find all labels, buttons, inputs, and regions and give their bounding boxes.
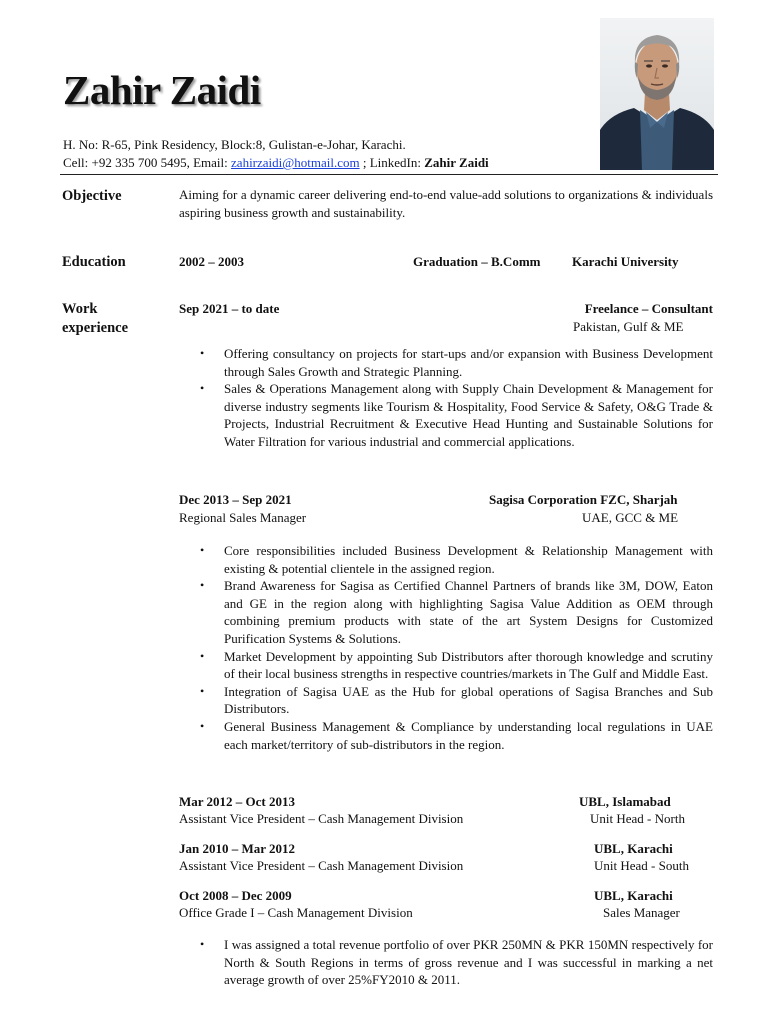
- job-dates: Mar 2012 – Oct 2013: [179, 794, 296, 809]
- section-education-label: Education: [62, 254, 126, 270]
- job-location: UAE, GCC & ME: [582, 510, 679, 525]
- education-institution: Karachi University: [572, 254, 679, 269]
- job-location: Pakistan, Gulf & ME: [573, 319, 684, 334]
- job-company: Freelance – Consultant: [584, 301, 713, 316]
- portrait-graphic: [600, 18, 714, 170]
- bullet-icon: •: [200, 648, 205, 663]
- list-item: [200, 718, 713, 753]
- bullet-icon: •: [200, 381, 205, 396]
- bullet-icon: •: [200, 937, 205, 951]
- bullet-text: Core responsibilities included Business Development & Relationship Management with existing & potential clientele in the assigned region.: [224, 543, 713, 576]
- bullet-text: Brand Awareness for Sagisa as Certified Channel Partners of brands like 3M, DOW, Eaton and GE in the region along with highlighting Sagisa Value Addition as OEM through combining premium products with state of the art System Designs for Customized Purification Systems & Solutions.: [224, 578, 713, 646]
- list-item: [200, 345, 713, 380]
- bullet-icon: •: [200, 543, 205, 557]
- contact-prefix: Cell: +92 335 700 5495, Email:: [63, 155, 232, 170]
- job-role: Unit Head - South: [594, 858, 689, 873]
- header-divider: [60, 174, 718, 175]
- job-dates: Sep 2021 – to date: [179, 301, 280, 316]
- job-title: Office Grade I – Cash Management Division: [179, 905, 413, 920]
- linkedin-prefix: ; LinkedIn:: [359, 155, 425, 170]
- job-title: Regional Sales Manager: [179, 510, 307, 525]
- bullet-icon: •: [200, 683, 205, 698]
- bullet-icon: •: [200, 718, 205, 733]
- education-years: 2002 – 2003: [179, 254, 244, 269]
- job-dates: Oct 2008 – Dec 2009: [179, 888, 292, 903]
- list-item: [200, 380, 713, 450]
- education-degree: Graduation – B.Comm: [413, 254, 541, 269]
- contact-line: [63, 155, 489, 171]
- job-role: Unit Head - North: [590, 811, 685, 826]
- section-work-label-line1: Work: [62, 301, 98, 317]
- job-title: Assistant Vice President – Cash Management Division: [179, 811, 464, 826]
- section-work-label: [62, 300, 128, 338]
- candidate-name: Zahir Zaidi: [63, 67, 261, 113]
- bullet-icon: •: [200, 346, 205, 360]
- bullet-text: Sales & Operations Management along with Supply Chain Development & Management for diverse industry segments like Tourism & Hospitality, Food Service & Safety, O&G Trade & Projects, Industrial Recruitment & Executive Head Hunting and Sustainable Solutions for Water Filtration for various industrial and commercial applications.: [224, 381, 713, 449]
- profile-photo: [600, 18, 714, 170]
- linkedin-name[interactable]: Zahir Zaidi: [424, 155, 489, 170]
- objective-text: Aiming for a dynamic career delivering end-to-end value-add solutions to organizations & individuals aspiring business growth and sustainability.: [179, 187, 713, 220]
- section-work-label-line2: experience: [62, 320, 129, 336]
- bullet-text: Offering consultancy on projects for start-ups and/or expansion with Business Development through Sales Growth and Strategic Planning.: [224, 346, 713, 379]
- job-bullet-list: [200, 542, 713, 753]
- job-bullet-list: [200, 936, 713, 989]
- list-item: [200, 542, 713, 577]
- job-company: UBL, Karachi: [594, 888, 673, 903]
- job-company: UBL, Karachi: [594, 841, 673, 856]
- job-dates: Jan 2010 – Mar 2012: [179, 841, 296, 856]
- email-link[interactable]: zahirzaidi@hotmail.com: [231, 155, 360, 170]
- list-item: [200, 577, 713, 647]
- bullet-text: General Business Management & Compliance by understanding local regulations in UAE each market/territory of sub-distributors in the region.: [224, 718, 713, 752]
- bullet-text: Integration of Sagisa UAE as the Hub for global operations of Sagisa Branches and Sub Distributors.: [224, 683, 713, 717]
- job-dates: Dec 2013 – Sep 2021: [179, 492, 292, 507]
- job-role: Sales Manager: [603, 905, 680, 920]
- list-item: [200, 648, 713, 683]
- bullet-icon: •: [200, 578, 205, 593]
- address-line: H. No: R-65, Pink Residency, Block:8, Gulistan-e-Johar, Karachi.: [63, 137, 406, 152]
- bullet-text: I was assigned a total revenue portfolio of over PKR 250MN & PKR 150MN respectively for North & South Regions in terms of gross revenue and I was successful in marking a net average growth of over 25%FY2010 & 2011.: [224, 937, 713, 988]
- job-bullet-list: [200, 345, 713, 451]
- job-title: Assistant Vice President – Cash Management Division: [179, 858, 464, 873]
- job-company: UBL, Islamabad: [579, 794, 671, 809]
- bullet-text: Market Development by appointing Sub Distributors after thorough knowledge and scrutiny of their local business strengths in respective countries/markets in The Gulf and Middle East.: [224, 648, 713, 682]
- section-objective-label: Objective: [62, 188, 122, 204]
- list-item: [200, 936, 713, 989]
- list-item: [200, 683, 713, 718]
- job-company: Sagisa Corporation FZC, Sharjah: [489, 492, 678, 507]
